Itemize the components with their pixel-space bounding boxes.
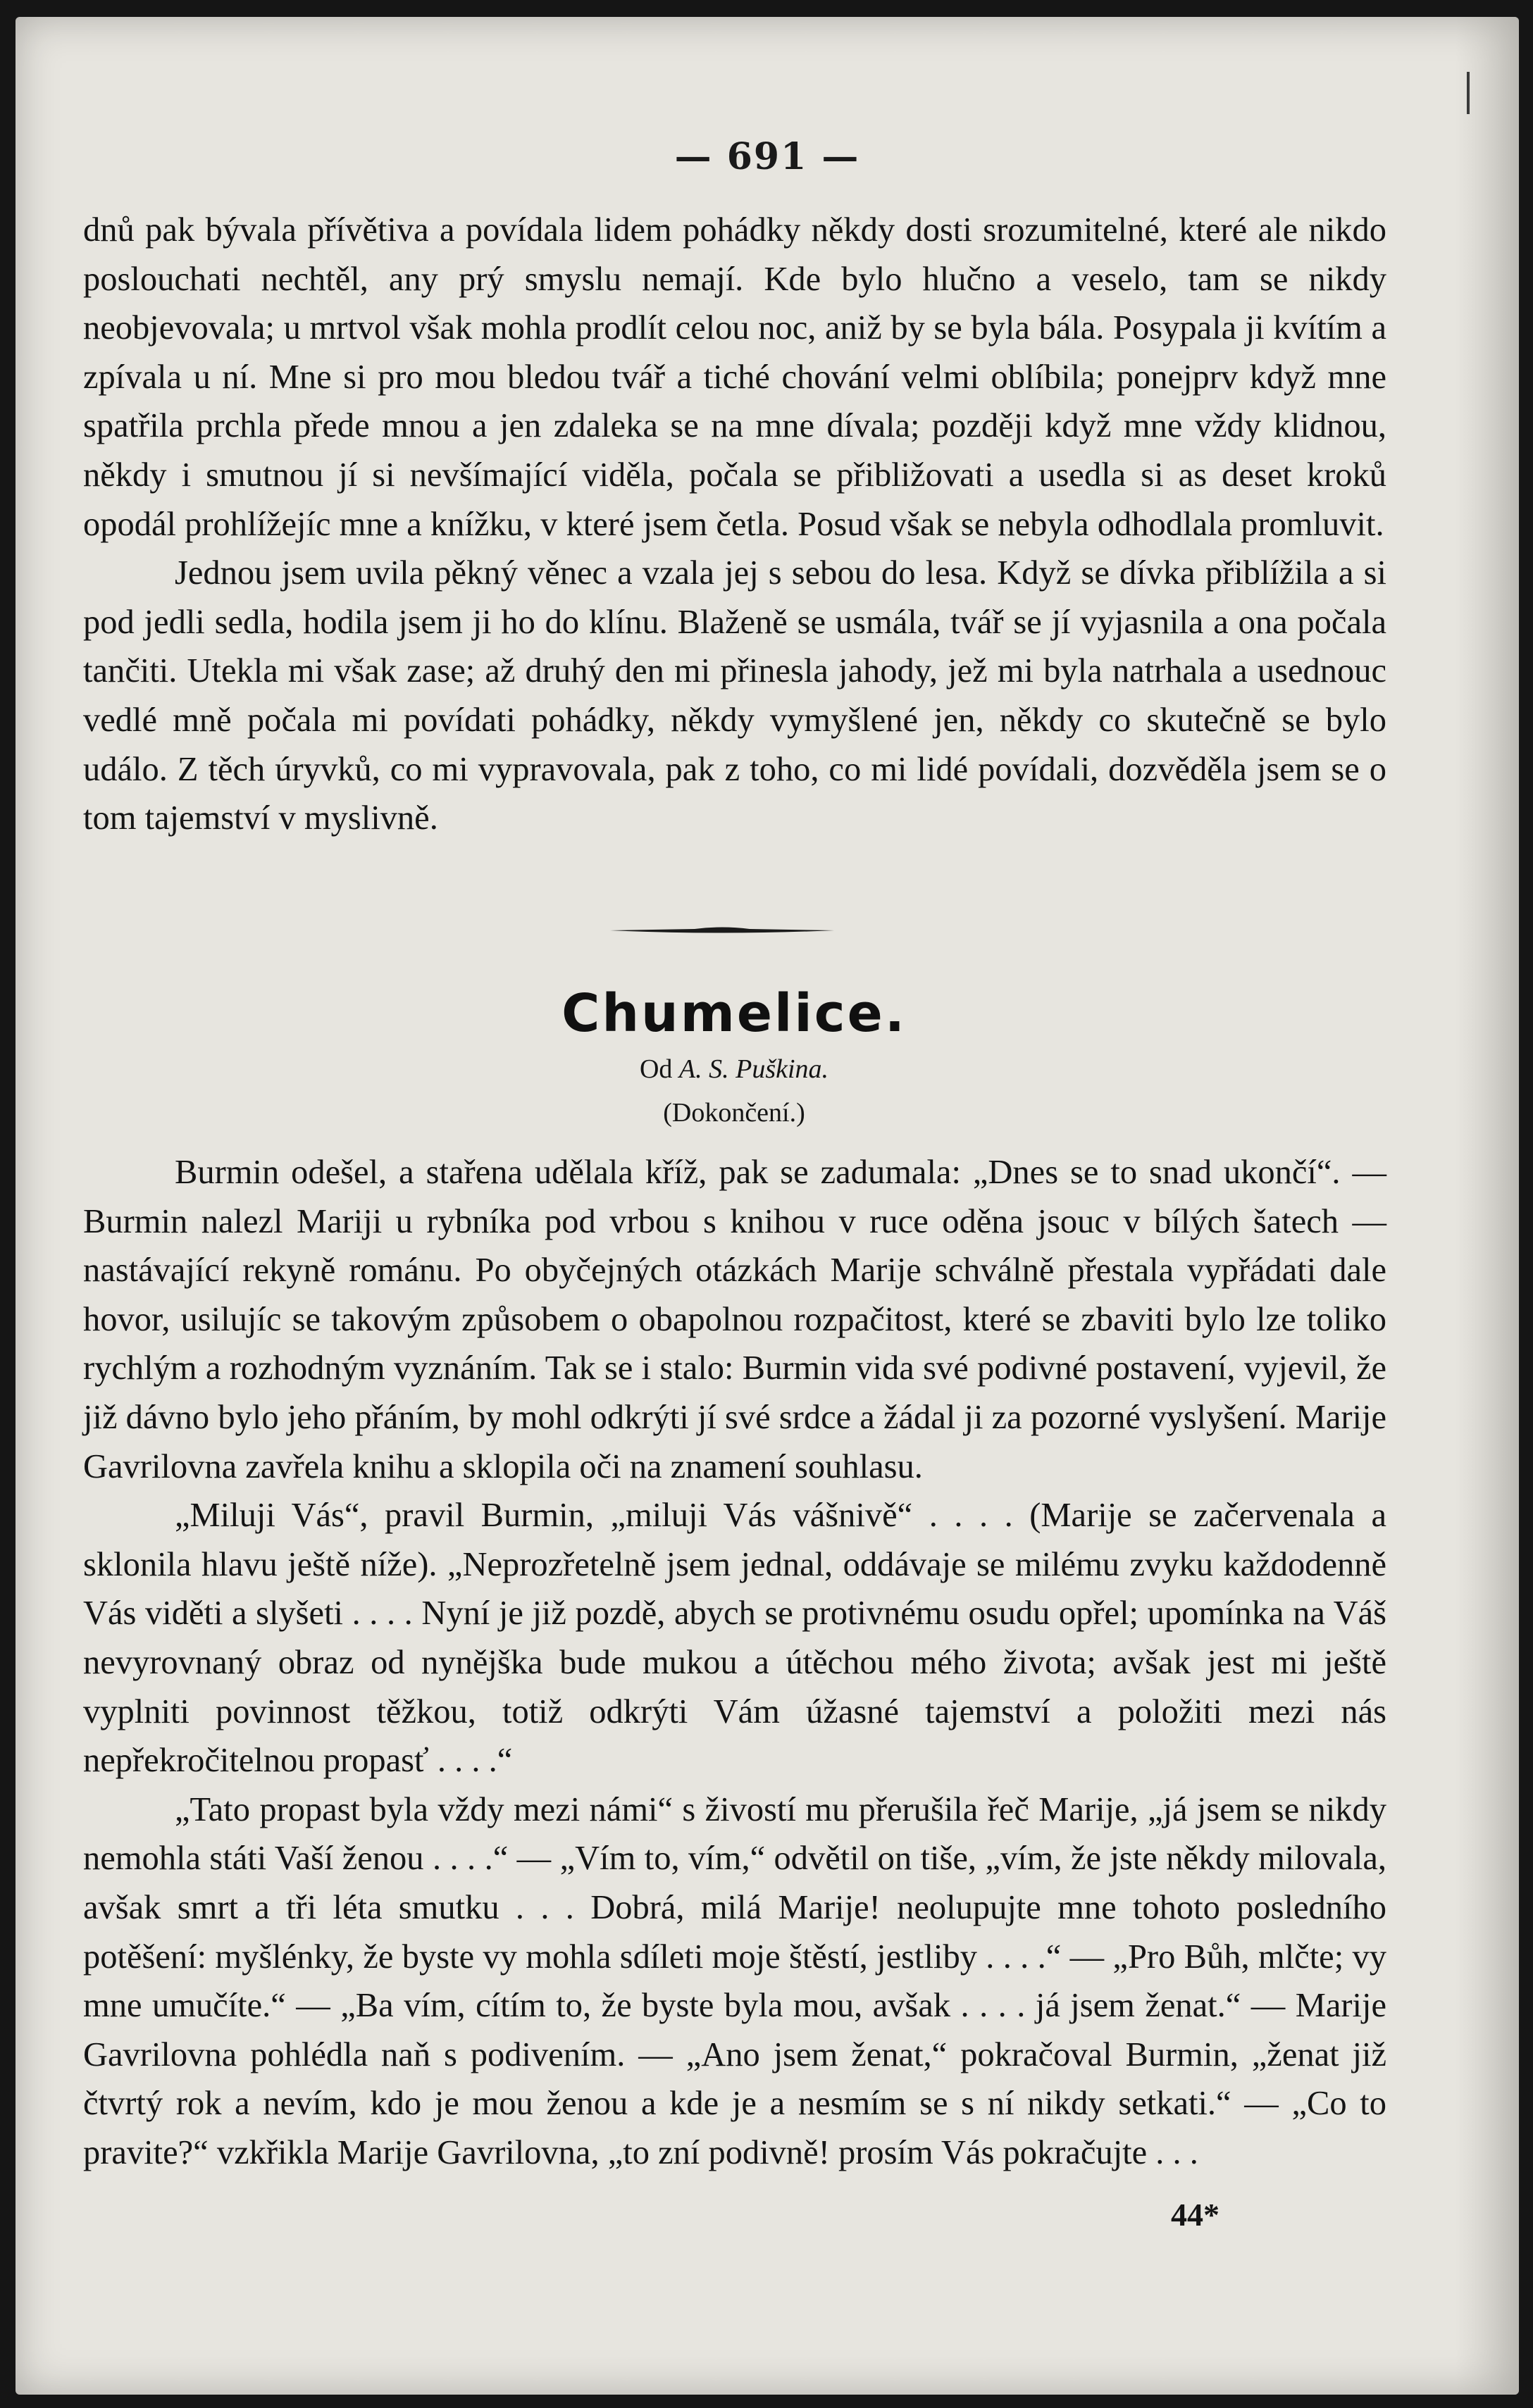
paragraph-story-2: „Miluji Vás“, pravil Burmin, „miluji Vás vášnivě“ . . . . (Marije se začervenala a sklonila hlavu ještě níže). „Neprozřetelně jsem jednal, oddávaje se milému zvyku každodenně Vás viděti a slyšeti . . . . Nyní je již pozdě, abych se protivnému osudu opřel; upomínka na Váš nevyrovnaný obraz od nynějška bude mukou a útěchou mého života; avšak jest mi ještě vyplniti povinnost těžkou, totiž odkrýti Vám úžasné tajemství a položiti mezi nás nepřekročitelnou propasť . . . .“	[83, 1497, 1386, 1780]
book-page	[15, 17, 1519, 2395]
page-edge-shadow	[1456, 17, 1519, 2395]
paragraph-top-2: Jednou jsem uvila pěkný věnec a vzala jej s sebou do lesa. Když se dívka přiblížila a si pod jedli sedla, hodila jsem ji ho do klínu. Blaženě se usmála, tvář se jí vyjasnila a ona počala tančiti. Utekla mi však zase; až druhý den mi přinesla jahody, jež mi byla natrhala a usednouc vedlé mně počala mi povídati pohádky, někdy vymyšlené jen, někdy co skutečně se bylo událo. Z těch úryvků, co mi vypravovala, pak z toho, co mi lidé povídali, dozvěděla jsem se o tom tajemství v myslivně.	[83, 554, 1386, 837]
story-text-section	[83, 1148, 1386, 2177]
story-byline	[15, 1054, 1453, 1085]
top-text-section	[83, 206, 1386, 843]
byline-prefix: Od	[639, 1054, 673, 1084]
signature-mark: 44*	[1171, 2197, 1219, 2233]
paragraph-story-3: „Tato propast byla vždy mezi námi“ s živostí mu přerušila řeč Marije, „já jsem se nikdy nemohla státi Vaší ženou . . . .“ — „Vím to, vím,“ odvětil on tiše, „vím, že jste někdy milovala, avšak smrt a tři léta smutku . . . Dobrá, milá Marije! neolupujte mne tohoto posledního potěšení: myšlénky, že byste vy mohla sdíleti moje štěstí, jestliby . . . .“ — „Pro Bůh, mlčte; vy mne umučíte.“ — „Ba vím, cítím to, že byste byla mou, avšak . . . . já jsem ženat.“ — Marije Gavrilovna pohlédla naň s podivením. — „Ano jsem ženat,“ pokračoval Burmin, „ženat již čtvrtý rok a nevím, kdo je mou ženou a kde je a nesmím se s ní nikdy setkati.“ — „Co to pravite?“ vzkřikla Marije Gavrilovna, „to zní podivně! prosím Vás pokračujte . . .	[83, 1790, 1386, 2171]
page-number: — 691 —	[674, 135, 860, 178]
scan-corner-mark	[1467, 72, 1470, 114]
conclusion-note: (Dokončení.)	[663, 1098, 805, 1128]
paragraph-story-1: Burmin odešel, a stařena udělala kříž, pak se zadumala: „Dnes se to snad ukončí“. — Burmin nalezl Mariji u rybníka pod vrbou s knihou v ruce oděna jsouc v bílých šatech — nastávající rekyně románu. Po obyčejných otázkách Marije schválně přestala vypřádati dale hovor, usilujíc se takovým způsobem o obapolnou rozpačitost, které se zbaviti bylo lze toliko rychlým a rozhodným vyznáním. Tak se i stalo: Burmin vida své podivné postavení, vyjevil, že již dávno bylo jeho přáním, by mohl odkrýti jí své srdce a žádal ji za pozorné vyslyšení. Marije Gavrilovna zavřela knihu a sklopila oči na znamení souhlasu.	[83, 1154, 1386, 1485]
paragraph-top-1: dnů pak bývala přívětiva a povídala lidem pohádky někdy dosti srozumitelné, které ale nikdo poslouchati nechtěl, any prý smyslu nemají. Kde bylo hlučno a veselo, tam se nikdy neobjevovala; u mrtvol však mohla prodlít celou noc, aniž by se byla bála. Posypala ji kvítím a zpívala u ní. Mne si pro mou bledou tvář a tiché chování velmi oblíbila; ponejprv když mne spatřila prchla přede mnou a jen zdaleka se na mne dívala; později když mne vždy klidnou, někdy i smutnou jí si nevšímající viděla, počala se přibližovati a usedla si as deset kroků opodál prohlížejíc mne a knížku, v které jsem četla. Posud však se nebyla odhodlala promluvit.	[83, 211, 1386, 543]
ornamental-divider	[610, 925, 834, 935]
story-title: Chumelice.	[561, 983, 907, 1044]
byline-author: A. S. Puškina.	[678, 1054, 829, 1084]
